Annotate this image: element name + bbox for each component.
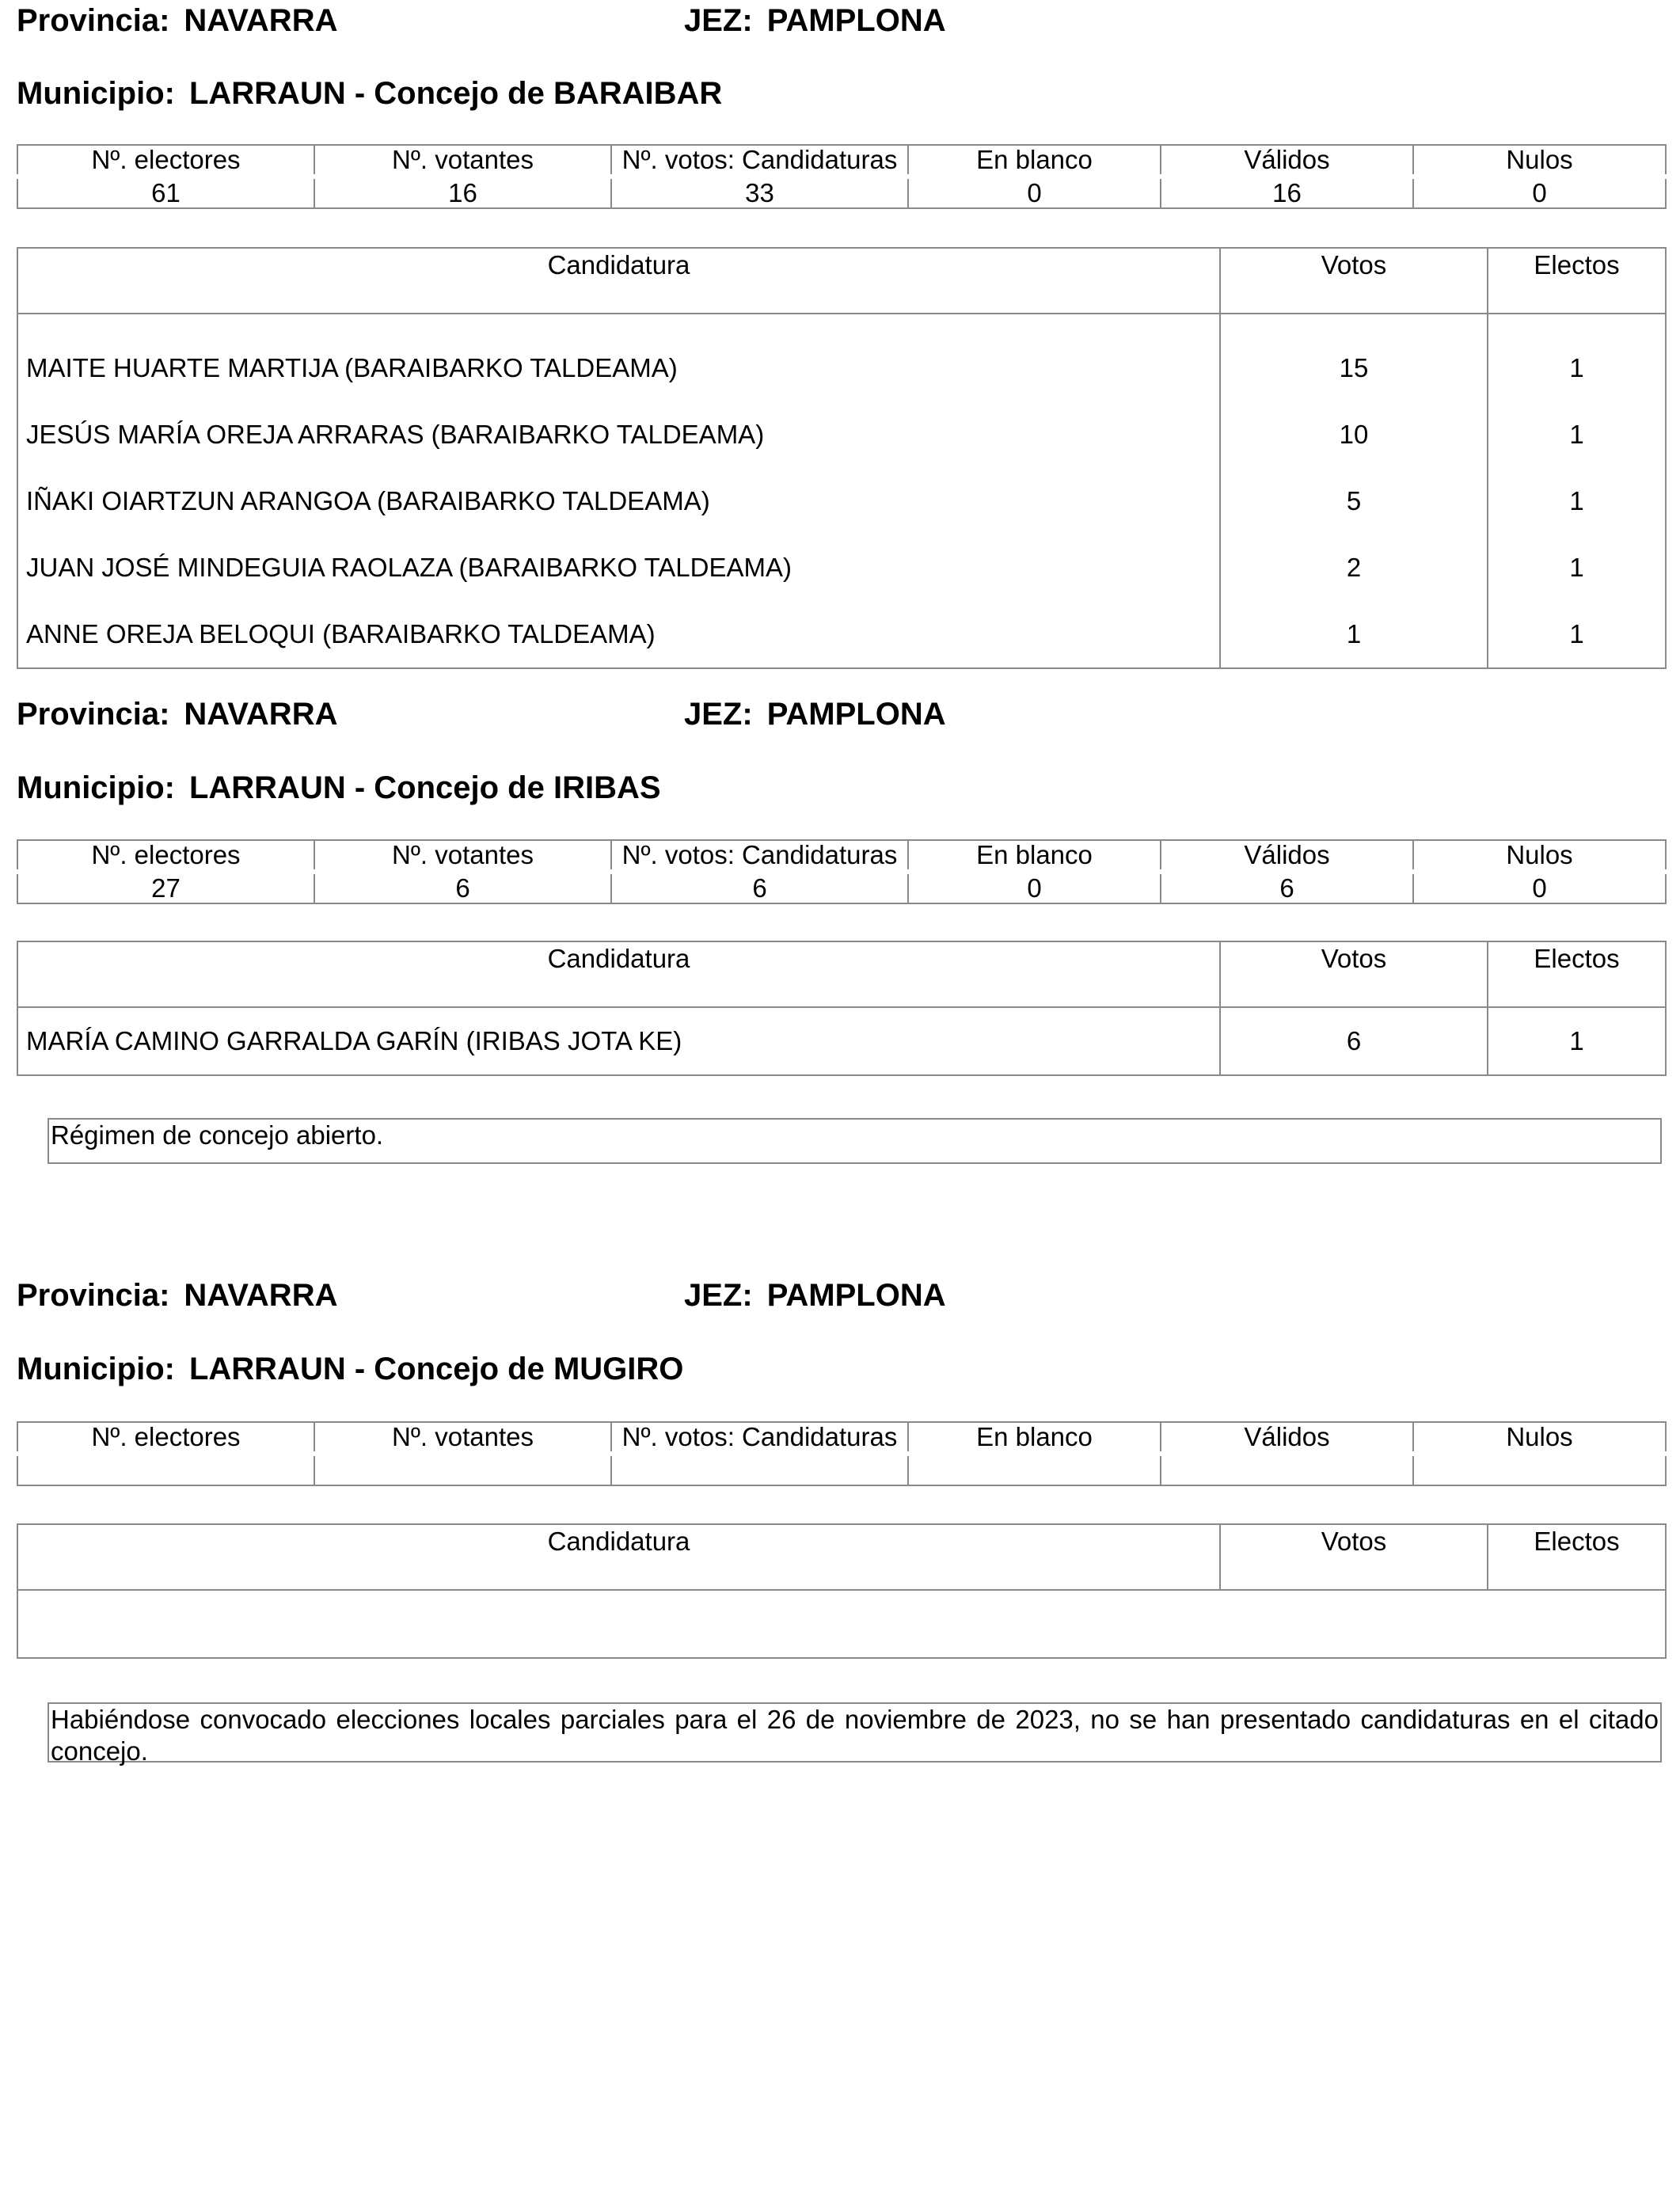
stats-value-cell: 0 [908, 177, 1161, 208]
candidate-electos: 1 [1488, 401, 1666, 468]
candidate-name: MAITE HUARTE MARTIJA (BARAIBARKO TALDEAMA) [17, 314, 1220, 401]
stats-value-row [17, 1454, 1666, 1485]
jez-label: JEZ: [684, 697, 753, 732]
municipio-line [17, 769, 661, 807]
candidate-electos: 1 [1488, 601, 1666, 668]
stats-value-cell: 6 [611, 872, 908, 903]
stats-header-cell: Nº. electores [17, 1422, 314, 1454]
candidate-electos: 1 [1488, 534, 1666, 601]
stats-value-cell [17, 1454, 314, 1485]
candidate-votos: 5 [1220, 468, 1488, 534]
candidatura-header: Candidatura [17, 1524, 1220, 1590]
municipio-value: LARRAUN - Concejo de MUGIRO [188, 1352, 684, 1386]
candidate-name [17, 1590, 1666, 1658]
provincia-value: NAVARRA [184, 3, 338, 38]
stats-value-row [17, 177, 1666, 208]
jez-value: PAMPLONA [766, 697, 946, 732]
candidate-name: JESÚS MARÍA OREJA ARRARAS (BARAIBARKO TALDEAMA) [17, 401, 1220, 468]
note-box: Habiéndose convocado elecciones locales parciales para el 26 de noviembre de 2023, no se han presentado candidaturas en el citado concejo. [48, 1702, 1662, 1763]
jez-line [684, 1276, 946, 1314]
stats-value-cell [1413, 1454, 1666, 1485]
stats-table [17, 1421, 1667, 1486]
stats-header-row [17, 1422, 1666, 1454]
candidates-header-row [17, 941, 1666, 1007]
municipio-label: Municipio: [17, 770, 175, 805]
provincia-line [17, 1276, 337, 1314]
stats-table [17, 144, 1667, 209]
municipio-value: LARRAUN - Concejo de IRIBAS [188, 770, 661, 805]
note-box: Régimen de concejo abierto. [48, 1118, 1662, 1164]
candidate-row [17, 314, 1666, 401]
candidate-votos: 15 [1220, 314, 1488, 401]
candidate-electos: 1 [1488, 468, 1666, 534]
stats-header-cell: Nulos [1413, 840, 1666, 872]
municipio-line [17, 74, 722, 112]
electos-header: Electos [1488, 1524, 1666, 1590]
stats-value-cell [1161, 1454, 1413, 1485]
provincia-line [17, 2, 337, 40]
jez-label: JEZ: [684, 1278, 753, 1313]
candidatura-header: Candidatura [17, 248, 1220, 314]
stats-header-cell: Nº. votantes [314, 1422, 611, 1454]
stats-header-cell: Nº. votos: Candidaturas [611, 145, 908, 177]
municipio-value: LARRAUN - Concejo de BARAIBAR [188, 76, 723, 111]
candidate-row [17, 601, 1666, 668]
stats-value-cell [908, 1454, 1161, 1485]
stats-header-cell: Válidos [1161, 145, 1413, 177]
stats-header-cell: Nº. votos: Candidaturas [611, 840, 908, 872]
stats-header-cell: Nº. votos: Candidaturas [611, 1422, 908, 1454]
stats-header-cell: Nº. votantes [314, 840, 611, 872]
stats-header-cell: Nº. votantes [314, 145, 611, 177]
jez-label: JEZ: [684, 3, 753, 38]
provincia-label: Provincia: [17, 697, 170, 732]
electos-header: Electos [1488, 941, 1666, 1007]
stats-value-cell [314, 1454, 611, 1485]
stats-value-cell: 6 [1161, 872, 1413, 903]
candidate-row [17, 534, 1666, 601]
stats-header-cell: Nulos [1413, 145, 1666, 177]
stats-header-cell: En blanco [908, 840, 1161, 872]
stats-value-cell: 33 [611, 177, 908, 208]
jez-value: PAMPLONA [766, 1278, 946, 1313]
candidate-name: JUAN JOSÉ MINDEGUIA RAOLAZA (BARAIBARKO TALDEAMA) [17, 534, 1220, 601]
stats-value-cell [611, 1454, 908, 1485]
municipio-label: Municipio: [17, 76, 175, 111]
candidate-row [17, 1590, 1666, 1658]
municipio-label: Municipio: [17, 1352, 175, 1386]
candidate-name: ANNE OREJA BELOQUI (BARAIBARKO TALDEAMA) [17, 601, 1220, 668]
electos-header: Electos [1488, 248, 1666, 314]
votos-header: Votos [1220, 941, 1488, 1007]
candidates-table [17, 941, 1667, 1076]
provincia-label: Provincia: [17, 1278, 170, 1313]
stats-header-row [17, 840, 1666, 872]
stats-table [17, 839, 1667, 904]
stats-header-cell: Válidos [1161, 1422, 1413, 1454]
stats-value-cell: 0 [908, 872, 1161, 903]
stats-header-cell: Nulos [1413, 1422, 1666, 1454]
votos-header: Votos [1220, 248, 1488, 314]
stats-header-cell: Nº. electores [17, 840, 314, 872]
candidates-header-row [17, 248, 1666, 314]
candidate-row [17, 401, 1666, 468]
provincia-line [17, 695, 337, 733]
municipio-line [17, 1350, 683, 1388]
candidate-electos: 1 [1488, 314, 1666, 401]
stats-value-cell: 16 [314, 177, 611, 208]
stats-value-cell: 27 [17, 872, 314, 903]
candidate-votos: 2 [1220, 534, 1488, 601]
stats-header-cell: Nº. electores [17, 145, 314, 177]
candidatura-header: Candidatura [17, 941, 1220, 1007]
votos-header: Votos [1220, 1524, 1488, 1590]
stats-value-row [17, 872, 1666, 903]
candidate-name: MARÍA CAMINO GARRALDA GARÍN (IRIBAS JOTA KE) [17, 1007, 1220, 1075]
stats-value-cell: 61 [17, 177, 314, 208]
stats-header-cell: En blanco [908, 1422, 1161, 1454]
provincia-label: Provincia: [17, 3, 170, 38]
candidates-header-row [17, 1524, 1666, 1590]
candidate-votos: 6 [1220, 1007, 1488, 1075]
jez-line [684, 2, 946, 40]
candidates-table [17, 1523, 1667, 1659]
stats-value-cell: 0 [1413, 177, 1666, 208]
stats-value-cell: 6 [314, 872, 611, 903]
candidate-electos: 1 [1488, 1007, 1666, 1075]
provincia-value: NAVARRA [184, 697, 338, 732]
stats-value-cell: 16 [1161, 177, 1413, 208]
candidate-name: IÑAKI OIARTZUN ARANGOA (BARAIBARKO TALDEAMA) [17, 468, 1220, 534]
jez-value: PAMPLONA [766, 3, 946, 38]
jez-line [684, 695, 946, 733]
stats-value-cell: 0 [1413, 872, 1666, 903]
stats-header-cell: Válidos [1161, 840, 1413, 872]
candidate-row [17, 1007, 1666, 1075]
candidate-row [17, 468, 1666, 534]
stats-header-cell: En blanco [908, 145, 1161, 177]
candidate-votos: 10 [1220, 401, 1488, 468]
candidate-votos: 1 [1220, 601, 1488, 668]
stats-header-row [17, 145, 1666, 177]
candidates-table [17, 247, 1667, 669]
provincia-value: NAVARRA [184, 1278, 338, 1313]
